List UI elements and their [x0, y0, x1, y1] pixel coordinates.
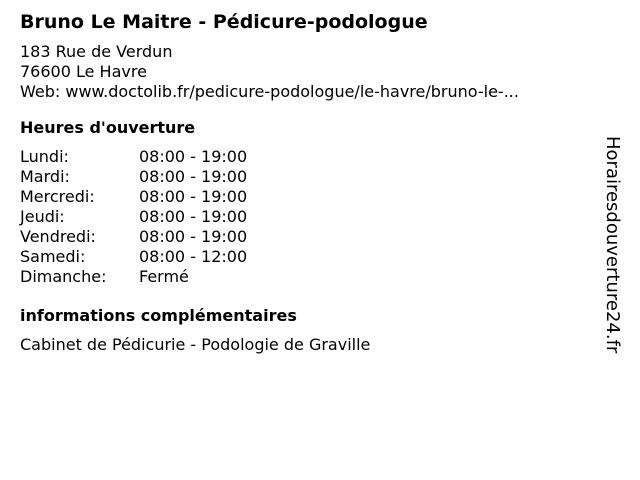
- hours-row: [20, 167, 600, 187]
- hours-value: 08:00 - 19:00: [139, 207, 248, 226]
- day-label: Samedi:: [20, 247, 86, 266]
- hours-value: 08:00 - 19:00: [139, 167, 248, 186]
- address-street: 183 Rue de Verdun: [20, 42, 173, 61]
- hours-value: Fermé: [139, 267, 189, 286]
- opening-hours-table: [20, 147, 600, 287]
- address-city: 76600 Le Havre: [20, 62, 147, 81]
- hours-row: [20, 227, 600, 247]
- page-title: Bruno Le Maitre - Pédicure-podologue: [20, 11, 428, 33]
- hours-row: [20, 247, 600, 267]
- day-label: Lundi:: [20, 147, 69, 166]
- address-block: [20, 42, 600, 102]
- day-label: Mardi:: [20, 167, 70, 186]
- hours-row: [20, 147, 600, 167]
- additional-info-heading: informations complémentaires: [20, 306, 297, 325]
- hours-row: [20, 187, 600, 207]
- website-link[interactable]: Web: www.doctolib.fr/pedicure-podologue/le-havre/bruno-le-...: [20, 82, 519, 101]
- day-label: Jeudi:: [20, 207, 65, 226]
- hours-value: 08:00 - 19:00: [139, 227, 248, 246]
- opening-hours-heading: Heures d'ouverture: [20, 118, 196, 137]
- site-watermark: Horairesdouverture24.fr: [602, 136, 623, 354]
- hours-row: [20, 267, 600, 287]
- additional-info-text: Cabinet de Pédicurie - Podologie de Graville: [20, 335, 371, 354]
- business-card: [20, 8, 600, 355]
- hours-value: 08:00 - 19:00: [139, 187, 248, 206]
- day-label: Mercredi:: [20, 187, 95, 206]
- day-label: Vendredi:: [20, 227, 96, 246]
- hours-row: [20, 207, 600, 227]
- hours-value: 08:00 - 12:00: [139, 247, 248, 266]
- hours-value: 08:00 - 19:00: [139, 147, 248, 166]
- day-label: Dimanche:: [20, 267, 107, 286]
